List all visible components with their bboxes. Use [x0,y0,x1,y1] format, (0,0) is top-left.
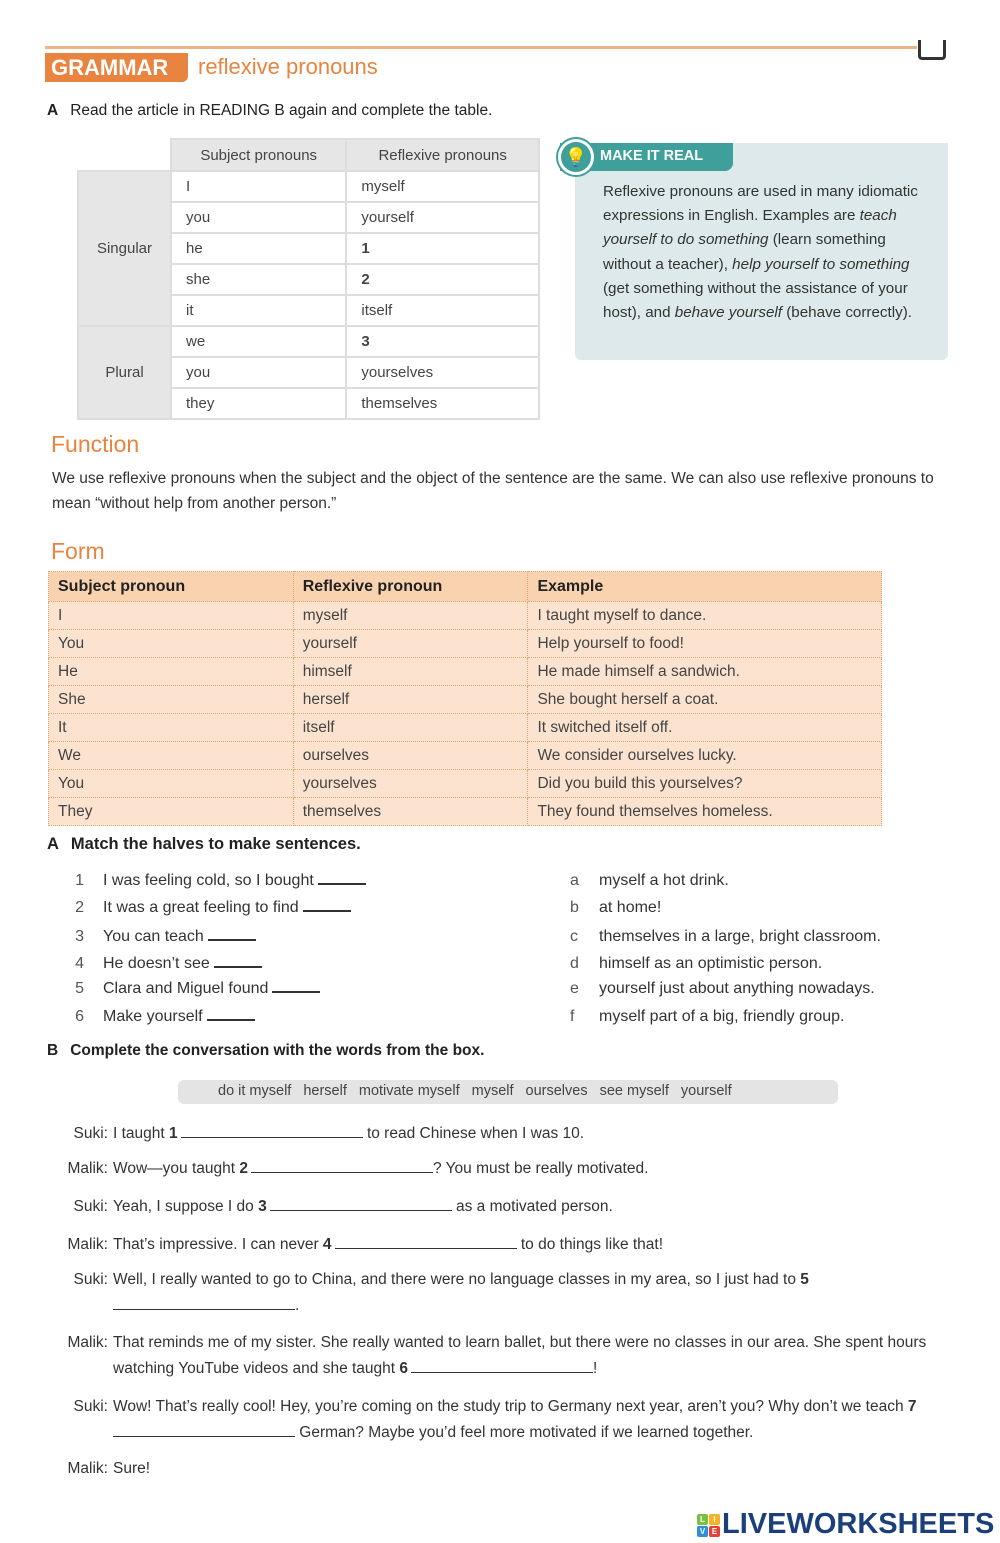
answer-blank[interactable] [318,873,366,885]
word-box [178,1080,838,1104]
sentence-start: He doesn’t see [103,955,210,972]
cell: you [171,202,346,233]
table-row [49,658,882,686]
speaker-label: Malik: [67,1236,108,1253]
line-text: ? You must be really motivated. [433,1160,649,1177]
word-option: do it myself [218,1083,292,1099]
speaker-label: Malik: [67,1334,108,1351]
speaker-label: Malik: [67,1160,108,1177]
speaker-label: Suki: [73,1398,108,1415]
line-text: German? Maybe you’d feel more motivated if we learned together. [295,1424,754,1441]
cell: It [49,714,294,742]
text: (behave correctly). [782,304,912,322]
item-number: 2 [75,899,84,916]
answer-blank[interactable] [272,981,320,993]
line-text: Wow—you taught [113,1160,240,1177]
sentence-end: themselves in a large, bright classroom. [599,928,881,945]
table-header-row [49,572,882,602]
line-text: That reminds me of my sister. She really wanted to learn ballet, but there were no classes in our area. She spent hours watching YouTube videos and she taught [113,1334,927,1377]
sentence-end: at home! [599,899,662,916]
speaker-label: Suki: [73,1271,108,1288]
cell: they [171,388,346,419]
pronoun-table [77,138,540,420]
speaker-label: Suki: [73,1198,108,1215]
text: (learn something without a teacher), [603,231,886,273]
header-rule [45,46,917,49]
line-text: Sure! [113,1460,151,1477]
gap-number: 7 [907,1398,917,1415]
exercise-a-instruction [47,102,492,120]
line-text: That’s impressive. I can never [113,1236,323,1253]
sentence-start: Make yourself [103,1008,203,1025]
liveworksheets-logo [697,1508,994,1541]
dialogue-line [113,1456,953,1482]
group-label: Plural [78,326,171,419]
table-row [49,714,882,742]
cell: yourself [293,630,528,658]
gap-number: 5 [800,1271,809,1288]
gap-number: 1 [169,1125,178,1142]
live-logo-icon: L I V E [697,1514,720,1537]
table-row [49,602,882,630]
logo-text: LIVEWORKSHEETS [722,1508,995,1540]
answer-blank[interactable] [208,929,256,941]
text: (get something without the assistance of your host), and [603,279,908,322]
cell: themselves [346,388,539,419]
column-header: Subject pronouns [171,139,346,171]
gap-number: 6 [399,1360,409,1377]
answer-blank[interactable]: 2 [346,264,539,295]
item-letter: d [570,955,579,972]
cell: you [171,357,346,388]
table-row [49,770,882,798]
exercise-letter: B [47,1042,59,1059]
line-text: Yeah, I suppose I do [113,1198,259,1215]
cell: It switched itself off. [528,714,882,742]
column-header: Subject pronoun [49,572,294,602]
sentence-start: I was feeling cold, so I bought [103,872,314,889]
dialogue-line [113,1121,953,1147]
cell: You [49,770,294,798]
cell: I taught myself to dance. [528,602,882,630]
instruction-text: Read the article in READING B again and complete the table. [70,102,493,119]
word-option: yourself [680,1083,732,1099]
match-left-item [103,980,320,998]
word-option: myself [471,1083,514,1099]
cell: They [49,798,294,826]
answer-blank[interactable]: 3 [346,326,539,357]
line-text: . [295,1297,300,1314]
lightbulb-icon: 💡 [558,139,594,175]
book-icon [918,40,946,60]
word-option: herself [303,1083,347,1099]
item-letter: f [570,1008,575,1025]
item-number: 3 [75,928,84,945]
line-text: to read Chinese when I was 10. [362,1125,585,1142]
speaker-label: Malik: [67,1460,108,1477]
answer-blank[interactable] [214,956,262,968]
cell: yourselves [346,357,539,388]
answer-gap[interactable] [335,1235,517,1249]
cell: They found themselves homeless. [528,798,882,826]
cell: You [49,630,294,658]
sentence-end: myself a hot drink. [599,872,729,889]
cell: Did you build this yourselves? [528,770,882,798]
sentence-start: It was a great feeling to find [103,899,299,916]
dialogue-line [113,1267,953,1319]
item-letter: c [570,928,578,945]
column-header: Reflexive pronouns [346,139,539,171]
dialogue-line [113,1156,953,1182]
item-letter: e [570,980,579,997]
idiom: behave yourself [674,304,782,322]
cell: He made himself a sandwich. [528,658,882,686]
cell: We [49,742,294,770]
table-row [49,798,882,826]
table-row [49,630,882,658]
match-left-item [103,928,256,946]
cell: I [171,171,346,202]
cell: She [49,686,294,714]
instruction-text: Complete the conversation with the words from the box. [70,1042,485,1059]
cell: yourselves [293,770,528,798]
table-row [49,742,882,770]
answer-gap[interactable] [181,1124,363,1138]
cell: Help yourself to food! [528,630,882,658]
answer-gap[interactable] [113,1423,295,1437]
gap-number: 2 [239,1160,248,1177]
item-number: 6 [75,1008,84,1025]
line-text: Well, I really wanted to go to China, and there were no language classes in my area, so I just had to [113,1271,801,1288]
column-header: Example [528,572,882,602]
cell: it [171,295,346,326]
gap-number: 3 [258,1198,267,1215]
table-row [49,686,882,714]
dialogue-line [113,1232,953,1258]
cell: I [49,602,294,630]
word-option: see myself [599,1083,669,1099]
cell: myself [293,602,528,630]
answer-gap[interactable] [251,1159,433,1173]
item-number: 4 [75,955,84,972]
cell: He [49,658,294,686]
cell: themselves [293,798,528,826]
line-text: I taught [113,1125,170,1142]
exercise-letter: A [47,102,59,119]
form-table [48,571,882,826]
answer-blank[interactable] [303,900,351,912]
match-instruction [47,835,361,854]
cell: he [171,233,346,264]
group-label: Singular [78,171,171,326]
match-left-item [103,955,262,973]
text: Reflexive pronouns are used in many idiomatic expressions in English. Examples are [603,183,918,225]
answer-gap[interactable] [113,1296,295,1310]
cell: she [171,264,346,295]
column-header: Reflexive pronoun [293,572,528,602]
cell: myself [346,171,539,202]
cell: we [171,326,346,357]
sentence-start: Clara and Miguel found [103,980,269,997]
sentence-end: himself as an optimistic person. [599,955,823,972]
sentence-end: myself part of a big, friendly group. [599,1008,845,1025]
item-number: 1 [75,872,84,889]
item-number: 5 [75,980,84,997]
dialogue-line [113,1194,953,1220]
sentence-start: You can teach [103,928,204,945]
exercise-letter: A [47,835,59,853]
cell: himself [293,658,528,686]
exercise-b-instruction [47,1042,484,1060]
item-letter: b [570,899,579,916]
match-left-item [103,1008,255,1026]
cell: yourself [346,202,539,233]
line-text: to do things like that! [516,1236,664,1253]
match-left-item [103,899,351,917]
dialogue-line [113,1330,953,1382]
answer-blank[interactable]: 1 [346,233,539,264]
instruction-text: Match the halves to make sentences. [70,835,361,853]
answer-blank[interactable] [207,1009,255,1021]
grammar-badge: GRAMMAR [45,53,188,82]
line-text: Wow! That’s really cool! Hey, you’re coming on the study trip to Germany next year, aren’t you? Why don’t we teach [113,1398,908,1415]
dialogue-line [113,1394,953,1446]
make-it-real-label: MAKE IT REAL [560,143,733,171]
sentence-end: yourself just about anything nowadays. [599,980,875,997]
make-it-real-box [575,143,948,360]
speaker-label: Suki: [73,1125,108,1142]
cell: She bought herself a coat. [528,686,882,714]
cell: ourselves [293,742,528,770]
answer-gap[interactable] [411,1359,593,1373]
function-text: We use reflexive pronouns when the subject and the object of the sentence are the same. We can also use reflexive pronouns to mean “without help from another person.” [52,470,934,512]
item-letter: a [570,872,579,889]
cell: itself [346,295,539,326]
cell: herself [293,686,528,714]
match-left-item [103,872,366,890]
cell: itself [293,714,528,742]
cell: We consider ourselves lucky. [528,742,882,770]
function-heading: Function [51,431,140,457]
line-text: ! [593,1360,598,1377]
page-title: reflexive pronouns [198,54,378,79]
form-heading: Form [51,538,105,564]
gap-number: 4 [322,1236,332,1253]
idiom: help yourself to something [732,255,910,273]
line-text: as a motivated person. [451,1198,613,1215]
word-option: motivate myself [358,1083,460,1099]
idiom: teach yourself to do something [603,207,897,249]
answer-gap[interactable] [270,1197,452,1211]
word-option: ourselves [525,1083,588,1099]
